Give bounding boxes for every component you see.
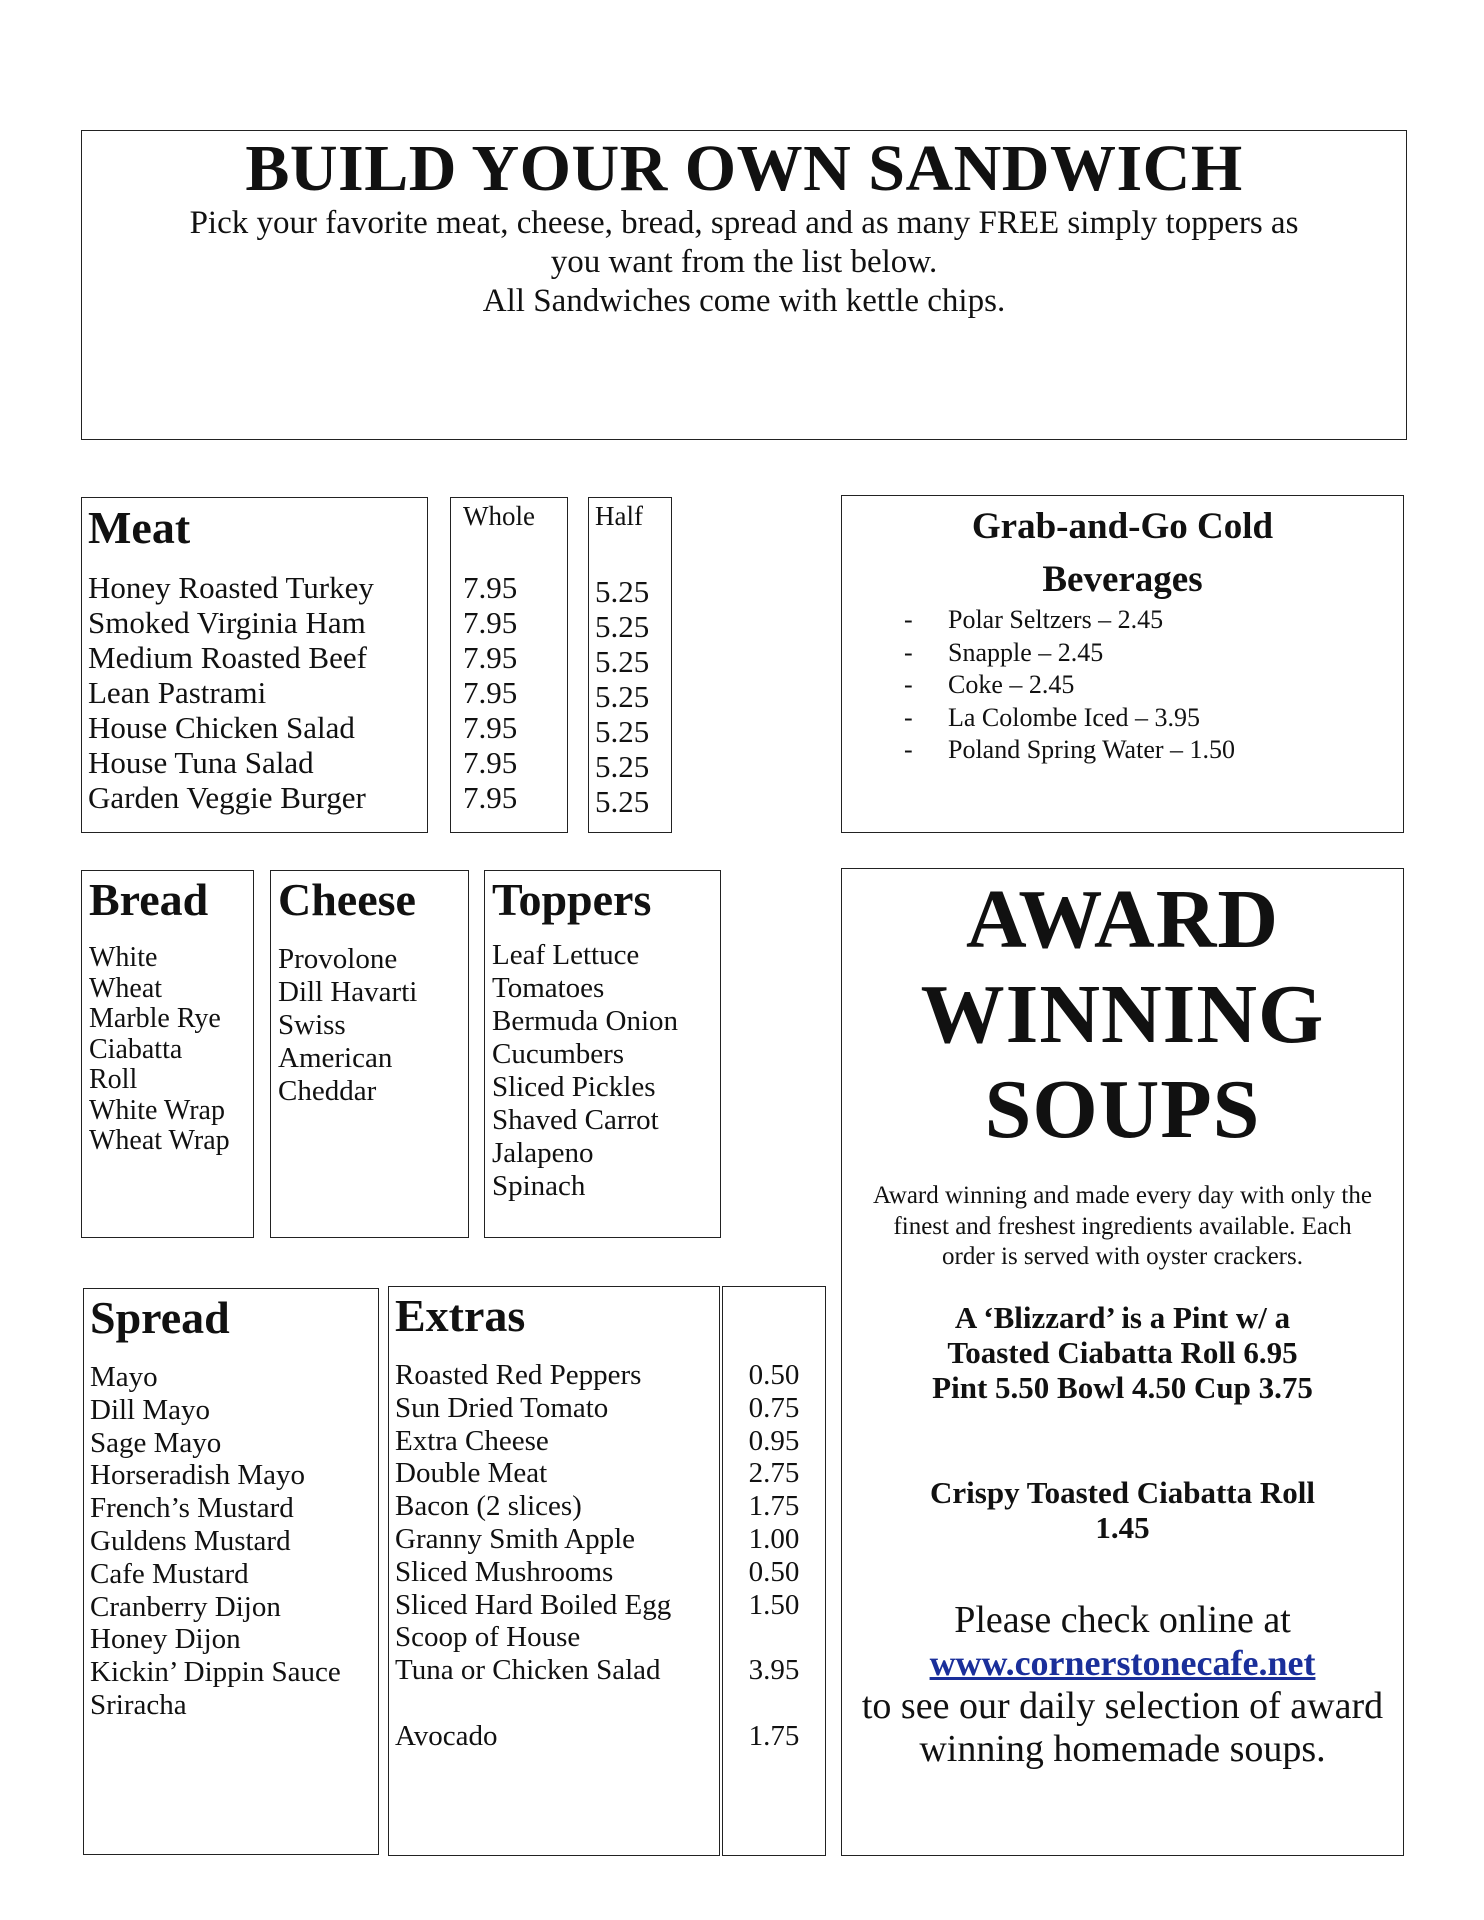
roll-label: Crispy Toasted Ciabatta Roll bbox=[930, 1474, 1315, 1510]
spread-item: Dill Mayo bbox=[90, 1393, 211, 1426]
whole-price-list bbox=[463, 570, 567, 815]
spread-list bbox=[90, 1361, 378, 1722]
beverage-item: - Coke – 2.45 bbox=[842, 669, 1403, 702]
spread-item: Cafe Mustard bbox=[90, 1557, 249, 1590]
bread-item: Roll bbox=[89, 1064, 138, 1095]
beverage-item: - La Colombe Iced – 3.95 bbox=[842, 702, 1403, 735]
cheese-item: Cheddar bbox=[278, 1075, 377, 1107]
bread-item: Wheat bbox=[89, 972, 163, 1004]
bread-item: Wheat Wrap bbox=[89, 1125, 230, 1156]
toppers-box bbox=[484, 870, 721, 1238]
topper-item: Sliced Pickles bbox=[492, 1071, 656, 1103]
half-price: 5.25 bbox=[595, 574, 650, 609]
toppers-list bbox=[492, 939, 720, 1203]
meat-item: House Chicken Salad bbox=[88, 710, 355, 745]
meat-item: House Tuna Salad bbox=[88, 745, 314, 780]
topper-item: Tomatoes bbox=[492, 972, 605, 1004]
extra-price: 1.00 bbox=[748, 1522, 800, 1555]
page-title: BUILD YOUR OWN SANDWICH bbox=[245, 132, 1243, 205]
half-price-box bbox=[588, 497, 672, 833]
extra-price-scoop: 3.95 bbox=[748, 1654, 800, 1687]
extras-box bbox=[388, 1286, 720, 1856]
check-online bbox=[842, 1599, 1403, 1771]
beverage-item: - Poland Spring Water – 1.50 bbox=[842, 734, 1403, 767]
extras-price-box bbox=[722, 1286, 826, 1856]
extra-item: Scoop of House bbox=[395, 1621, 581, 1654]
cheese-item: American bbox=[278, 1042, 393, 1074]
meat-item: Honey Roasted Turkey bbox=[88, 570, 374, 605]
topper-item: Shaved Carrot bbox=[492, 1104, 659, 1136]
meat-box bbox=[81, 497, 428, 833]
spread-item: Kickin’ Dippin Sauce bbox=[90, 1656, 341, 1689]
cheese-box bbox=[270, 870, 469, 1238]
meat-item: Smoked Virginia Ham bbox=[88, 605, 366, 640]
extra-price-avocado: 1.75 bbox=[748, 1719, 800, 1752]
cheese-item: Provolone bbox=[278, 943, 398, 975]
half-price-list bbox=[595, 574, 671, 819]
extra-price: 0.50 bbox=[748, 1555, 800, 1588]
meat-list bbox=[88, 570, 427, 815]
whole-label: Whole bbox=[463, 501, 535, 531]
half-price: 5.25 bbox=[595, 679, 650, 714]
soup-sizes: Pint 5.50 Bowl 4.50 Cup 3.75 bbox=[932, 1369, 1313, 1405]
beverages-box bbox=[841, 495, 1404, 833]
extra-price: 0.95 bbox=[748, 1424, 800, 1457]
cheese-item: Swiss bbox=[278, 1009, 346, 1041]
bread-heading: Bread bbox=[89, 874, 209, 925]
topper-item: Leaf Lettuce bbox=[492, 939, 640, 971]
extra-item: Sliced Hard Boiled Egg bbox=[395, 1588, 672, 1621]
beverages-heading-1: Grab-and-Go Cold bbox=[971, 506, 1274, 547]
bullet-dash: - bbox=[904, 702, 913, 732]
extras-price-list bbox=[723, 1359, 825, 1753]
extra-item: Tuna or Chicken Salad bbox=[395, 1654, 661, 1687]
extra-price: 1.75 bbox=[748, 1490, 800, 1523]
spread-item: Guldens Mustard bbox=[90, 1524, 291, 1557]
beverages-heading-2: Beverages bbox=[1042, 559, 1203, 600]
bread-item: White bbox=[89, 942, 158, 973]
whole-price-box bbox=[450, 497, 568, 833]
half-price: 5.25 bbox=[595, 644, 650, 679]
bread-list bbox=[89, 943, 253, 1157]
soups-title-2: WINNING bbox=[920, 968, 1325, 1061]
beverage-item: - Polar Seltzers – 2.45 bbox=[842, 604, 1403, 637]
bullet-dash: - bbox=[904, 637, 913, 667]
spread-item: French’s Mustard bbox=[90, 1492, 294, 1525]
half-label: Half bbox=[595, 501, 643, 531]
cheese-item: Dill Havarti bbox=[278, 976, 418, 1008]
extras-list bbox=[395, 1359, 719, 1753]
header-line-2: you want from the list below. bbox=[550, 244, 938, 280]
spread-heading: Spread bbox=[90, 1292, 230, 1343]
extras-heading: Extras bbox=[395, 1290, 526, 1341]
meat-item: Garden Veggie Burger bbox=[88, 780, 366, 815]
spread-item: Horseradish Mayo bbox=[90, 1459, 306, 1492]
soups-title-1: AWARD bbox=[965, 873, 1280, 966]
extra-item: Double Meat bbox=[395, 1457, 548, 1490]
half-price: 5.25 bbox=[595, 749, 650, 784]
roll-price: 1.45 bbox=[1095, 1509, 1150, 1545]
spread-item: Sriracha bbox=[90, 1688, 187, 1721]
extra-price: 2.75 bbox=[748, 1457, 800, 1490]
blizzard-line-1: A ‘Blizzard’ is a Pint w/ a bbox=[954, 1299, 1291, 1335]
header-box bbox=[81, 130, 1407, 440]
check-line-2: to see our daily selection of award winning homemade soups. bbox=[861, 1684, 1384, 1770]
whole-price: 7.95 bbox=[463, 710, 518, 745]
extra-item: Roasted Red Peppers bbox=[395, 1359, 642, 1391]
whole-price: 7.95 bbox=[463, 605, 518, 640]
blizzard-line-2: Toasted Ciabatta Roll 6.95 bbox=[947, 1334, 1298, 1370]
extra-item: Bacon (2 slices) bbox=[395, 1490, 582, 1523]
header-line-1: Pick your favorite meat, cheese, bread, spread and as many FREE simply toppers as bbox=[189, 205, 1299, 241]
check-line-1: Please check online at bbox=[954, 1598, 1291, 1641]
bullet-dash: - bbox=[904, 670, 913, 699]
half-price: 5.25 bbox=[595, 609, 650, 644]
topper-item: Bermuda Onion bbox=[492, 1005, 679, 1037]
topper-item: Cucumbers bbox=[492, 1038, 625, 1070]
bread-item: Marble Rye bbox=[89, 1003, 221, 1034]
bullet-dash: - bbox=[904, 605, 913, 634]
whole-price: 7.95 bbox=[463, 570, 518, 605]
meat-item: Medium Roasted Beef bbox=[88, 640, 367, 675]
spread-item: Mayo bbox=[90, 1361, 158, 1393]
beverages-list bbox=[842, 604, 1403, 767]
beverage-item: - Snapple – 2.45 bbox=[842, 637, 1403, 670]
spread-item: Cranberry Dijon bbox=[90, 1590, 281, 1623]
soups-title-3: SOUPS bbox=[984, 1063, 1261, 1156]
toppers-heading: Toppers bbox=[492, 874, 652, 925]
soups-box bbox=[841, 868, 1404, 1856]
half-price: 5.25 bbox=[595, 714, 650, 749]
cheese-heading: Cheese bbox=[278, 874, 416, 925]
spread-item: Sage Mayo bbox=[90, 1426, 222, 1459]
extra-price: 0.75 bbox=[748, 1391, 800, 1424]
spread-item: Honey Dijon bbox=[90, 1623, 241, 1656]
extra-item-avocado: Avocado bbox=[395, 1719, 498, 1752]
extra-item: Sun Dried Tomato bbox=[395, 1391, 609, 1424]
topper-item: Jalapeno bbox=[492, 1137, 594, 1169]
extra-price: 0.50 bbox=[748, 1359, 800, 1391]
cheese-list bbox=[278, 943, 468, 1108]
meat-heading: Meat bbox=[88, 502, 191, 553]
meat-item: Lean Pastrami bbox=[88, 675, 267, 710]
whole-price: 7.95 bbox=[463, 675, 518, 710]
whole-price: 7.95 bbox=[463, 780, 518, 815]
website-link[interactable]: www.cornerstonecafe.net bbox=[929, 1642, 1316, 1683]
spread-box bbox=[83, 1288, 379, 1855]
topper-item: Spinach bbox=[492, 1170, 586, 1202]
extra-item: Extra Cheese bbox=[395, 1424, 549, 1457]
bread-item: White Wrap bbox=[89, 1094, 225, 1126]
extra-item: Sliced Mushrooms bbox=[395, 1555, 614, 1588]
bread-item: Ciabatta bbox=[89, 1033, 183, 1065]
half-price: 5.25 bbox=[595, 784, 650, 819]
whole-price: 7.95 bbox=[463, 745, 518, 780]
bread-box bbox=[81, 870, 254, 1238]
soups-description: Award winning and made every day with only the finest and freshest ingredients available. Each order is served with oyster crackers. bbox=[873, 1182, 1372, 1270]
header-line-3: All Sandwiches come with kettle chips. bbox=[482, 283, 1006, 319]
extra-item: Granny Smith Apple bbox=[395, 1522, 636, 1555]
whole-price: 7.95 bbox=[463, 640, 518, 675]
extra-price: 1.50 bbox=[748, 1588, 800, 1621]
bullet-dash: - bbox=[904, 735, 913, 764]
